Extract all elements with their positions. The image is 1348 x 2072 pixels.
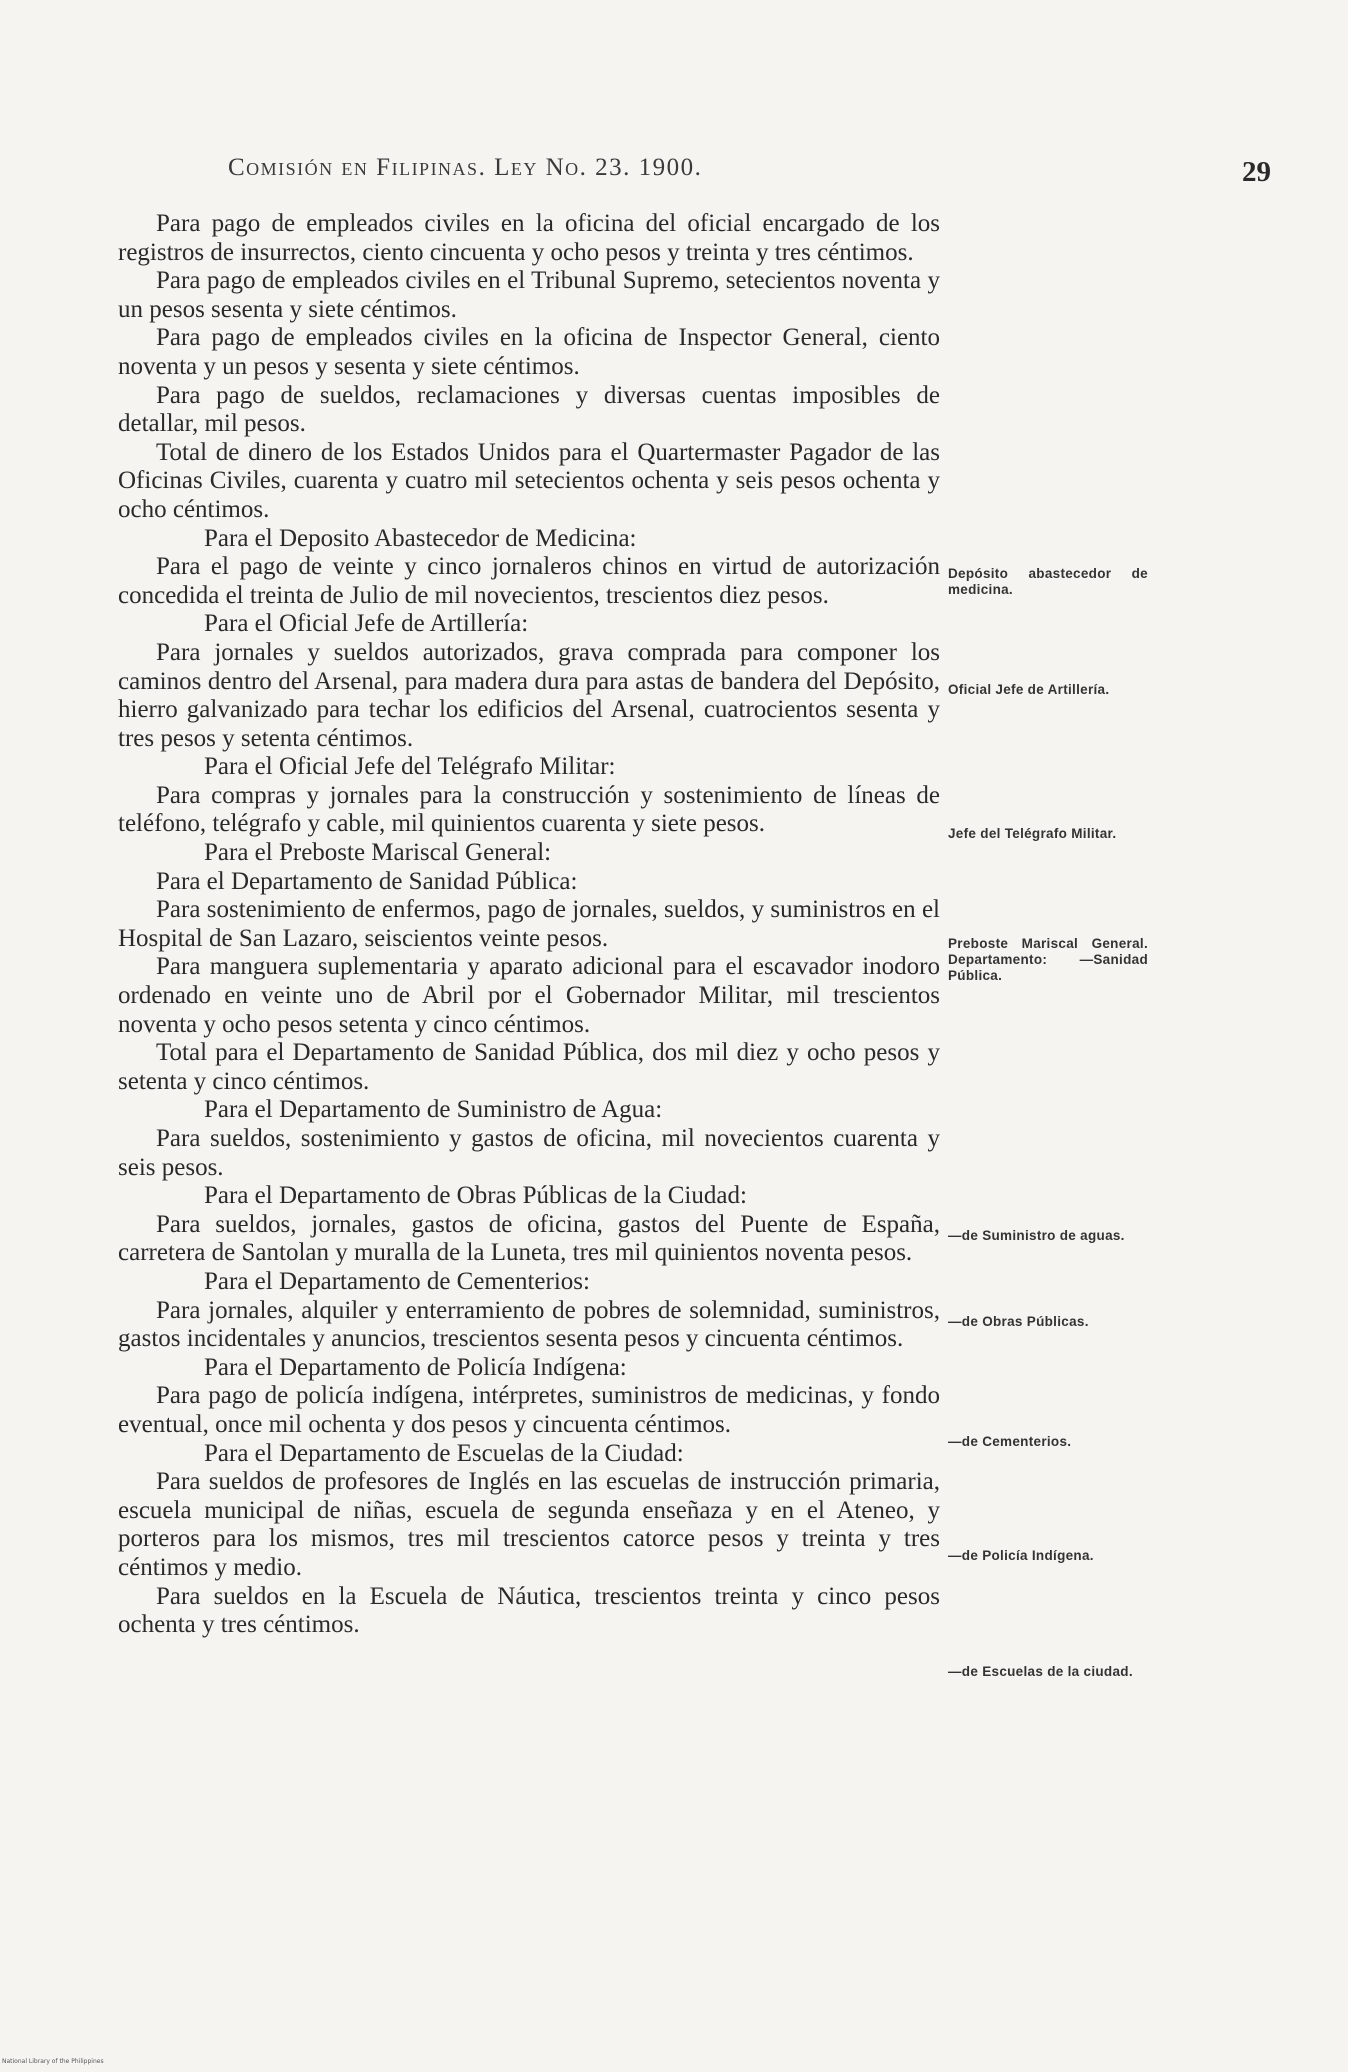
paragraph: Para el pago de veinte y cinco jornaleros chinos en virtud de autorización concedida el treinta de Julio de mil novecientos, trescientos diez pesos.: [118, 553, 940, 609]
paragraph: Para el Departamento de Sanidad Pública:: [156, 867, 578, 895]
page-number: 29: [1242, 156, 1271, 188]
margin-note: —de Suministro de aguas.: [948, 1228, 1125, 1243]
section-heading: Para el Departamento de Cementerios:: [204, 1267, 590, 1295]
header-title: Comisión en Filipinas. Ley No. 23. 1900.: [228, 154, 703, 181]
paragraph: Para pago de empleados civiles en la oficina del oficial encargado de los registros de insurrectos, ciento cincuenta y ocho pesos y treinta y tres céntimos.: [118, 210, 940, 266]
paragraph: Para jornales, alquiler y enterramiento de pobres de solemnidad, suministros, gastos incidentales y anuncios, trescientos sesenta pesos y cincuenta céntimos.: [118, 1296, 940, 1353]
section-heading: Para el Preboste Mariscal General:: [204, 839, 552, 867]
paragraph: Para compras y jornales para la construcción y sostenimiento de líneas de teléfono, telégrafo y cable, mil quinientos cuarenta y siete pesos.: [118, 781, 940, 838]
paragraph: Para sueldos de profesores de Inglés en las escuelas de instrucción primaria, escuela municipal de niñas, escuela de segunda enseñaza y en el Ateneo, y porteros para los mismos, tres mil trescientos catorce pesos y treinta y tres céntimos y medio.: [118, 1468, 940, 1581]
paragraph: Para sueldos, jornales, gastos de oficina, gastos del Puente de España, carretera de Santolan y muralla de la Luneta, tres mil quinientos noventa pesos.: [118, 1210, 940, 1267]
section-heading: Para el Deposito Abastecedor de Medicina:: [204, 524, 637, 552]
margin-note: —de Escuelas de la ciudad.: [948, 1664, 1133, 1679]
paragraph: Para pago de empleados civiles en el Tribunal Supremo, setecientos noventa y un pesos sesenta y siete céntimos.: [118, 267, 940, 323]
margin-note: Depósito abastecedor de medicina.: [948, 566, 1148, 597]
footer-credit: National Library of the Philippines: [2, 2058, 104, 2065]
running-header: [0, 154, 1348, 194]
paragraph: Para sueldos en la Escuela de Náutica, trescientos treinta y cinco pesos ochenta y tres céntimos.: [118, 1582, 940, 1639]
margin-note: Jefe del Telégrafo Militar.: [948, 826, 1117, 841]
section-heading: Para el Departamento de Obras Públicas de la Ciudad:: [204, 1182, 747, 1210]
paragraph: Para manguera suplementaria y aparato adicional para el escavador inodoro ordenado en veinte uno de Abril por el Gobernador Militar, mil trescientos noventa y ocho pesos setenta y cinco céntimos.: [118, 953, 940, 1038]
paragraph: Para jornales y sueldos autorizados, grava comprada para componer los caminos dentro del Arsenal, para madera dura para astas de bandera del Depósito, hierro galvanizado para techar los edificios del Arsenal, cuatrocientos sesenta y tres pesos y setenta céntimos.: [118, 638, 940, 752]
body-text: [118, 210, 940, 1640]
paragraph: Total de dinero de los Estados Unidos para el Quartermaster Pagador de las Oficinas Civiles, cuarenta y cuatro mil setecientos ochenta y seis pesos ochenta y ocho céntimos.: [118, 438, 940, 523]
margin-note: Preboste Mariscal General. Departamento: —Sanidad Pública.: [948, 936, 1148, 983]
paragraph: Para sueldos, sostenimiento y gastos de oficina, mil novecientos cuarenta y seis pesos.: [118, 1125, 940, 1181]
section-heading: Para el Oficial Jefe de Artillería:: [204, 610, 529, 638]
paragraph: Total para el Departamento de Sanidad Pública, dos mil diez y ocho pesos y setenta y cinco céntimos.: [118, 1039, 940, 1095]
paragraph: Para pago de policía indígena, intérpretes, suministros de medicinas, y fondo eventual, once mil ochenta y dos pesos y cincuenta céntimos.: [118, 1382, 940, 1438]
margin-note: Oficial Jefe de Artillería.: [948, 682, 1110, 697]
paragraph: Para sostenimiento de enfermos, pago de jornales, sueldos, y suministros en el Hospital de San Lazaro, seiscientos veinte pesos.: [118, 896, 940, 952]
margin-note: —de Policía Indígena.: [948, 1548, 1094, 1563]
paragraph: Para pago de empleados civiles en la oficina de Inspector General, ciento noventa y un pesos y sesenta y siete céntimos.: [118, 324, 940, 380]
margin-note: —de Obras Públicas.: [948, 1314, 1089, 1329]
section-heading: Para el Departamento de Escuelas de la Ciudad:: [204, 1439, 684, 1467]
section-heading: Para el Departamento de Suministro de Agua:: [204, 1096, 663, 1124]
section-heading: Para el Oficial Jefe del Telégrafo Militar:: [204, 753, 616, 781]
section-heading: Para el Departamento de Policía Indígena:: [204, 1353, 627, 1381]
paragraph: Para pago de sueldos, reclamaciones y diversas cuentas imposibles de detallar, mil pesos.: [118, 381, 940, 438]
margin-note: —de Cementerios.: [948, 1434, 1072, 1449]
